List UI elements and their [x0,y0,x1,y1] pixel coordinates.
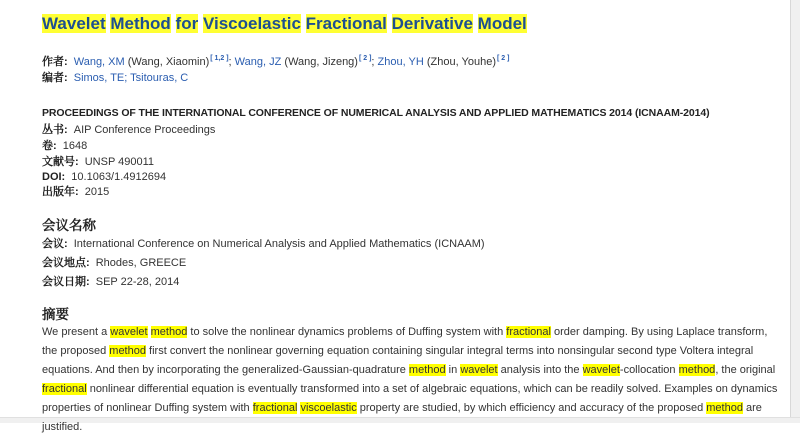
highlighted-term: Viscoelastic [202,14,301,33]
author-link[interactable]: Wang, XM [73,55,125,68]
author-fullname: (Wang, Jizeng) [281,55,358,68]
highlighted-term: for [175,14,199,33]
text-run: -collocation [619,364,679,376]
highlighted-term: method [706,402,743,414]
dates-value: SEP 22-28, 2014 [95,276,180,288]
abstract-text [42,323,782,437]
year-label: 出版年: [42,186,79,198]
text-run: first convert the nonlinear governing equation containing singular integral terms into nonsingular second type Voltera integral equations. And then by incorporating the generalized-Gaussian-quadrature [42,345,754,376]
highlighted-term: fractional [42,383,87,395]
highlighted-term: fractional [252,402,298,414]
text-run: nonlinear differential equation is eventually transformed into a set of algebraic equations, which can be readily solved. Examples on dynamics properties of nonlinear Duffing system with [42,383,778,414]
conference-row [42,237,485,251]
highlighted-term: Fractional [305,14,387,33]
location-label: 会议地点: [42,257,90,269]
text-run [387,14,392,33]
series-row [42,123,215,137]
text-run: are justified. [42,402,762,433]
author-separator: ; [371,55,378,68]
article-number-label: 文献号: [42,156,79,168]
article-number-row [42,155,154,169]
authors-list [74,56,510,68]
text-run: , the original [715,364,776,376]
proceedings-title: PROCEEDINGS OF THE INTERNATIONAL CONFERENCE OF NUMERICAL ANALYSIS AND APPLIED MATHEMATICS 2014 (ICNAAM-2014) [42,107,710,119]
year-row [42,185,109,199]
highlighted-term: wavelet [110,326,148,338]
text-run: in [445,364,461,376]
conference-heading: 会议名称 [42,218,96,233]
text-run: analysis into the [497,364,583,376]
article-number-value: UNSP 490011 [84,156,155,168]
affiliation-marker[interactable]: [ 2 ] [358,55,372,62]
highlighted-term: method [408,364,446,376]
text-run [473,14,478,33]
author-link[interactable]: Zhou, YH [377,55,424,68]
text-run: property are studied, by which efficiency and accuracy of the proposed [356,402,707,414]
affiliation-marker[interactable]: [ 1,2 ] [210,55,229,62]
conference-label: 会议: [42,238,68,250]
authors-label: 作者: [42,55,68,68]
text-run: to solve the nonlinear dynamics problems of Duffing system with [187,326,507,338]
highlighted-term: viscoelastic [300,402,357,414]
highlighted-term: method [109,345,146,357]
series-label: 丛书: [42,124,68,136]
editors-row [42,71,188,85]
doi-row [42,170,166,184]
highlighted-term: method [678,364,716,376]
highlighted-term: Derivative [391,14,473,33]
volume-row [42,139,87,153]
dates-label: 会议日期: [42,276,90,288]
scrollbar-track[interactable] [790,0,800,423]
editors-label: 编者: [42,72,68,84]
author-link[interactable]: Wang, JZ [234,55,282,68]
highlighted-term: Wavelet [42,14,106,33]
text-run [171,14,176,33]
text-run [301,14,306,33]
conference-value: International Conference on Numerical Analysis and Applied Mathematics (ICNAAM) [73,238,485,250]
author-separator: ; [228,55,235,68]
dates-row [42,275,179,289]
author-fullname: (Zhou, Youhe) [423,55,496,68]
highlighted-term: fractional [506,326,551,338]
highlighted-term: wavelet [460,364,498,376]
series-value: AIP Conference Proceedings [73,124,216,136]
volume-value: 1648 [62,140,88,152]
text-run: We present a [42,326,111,338]
doi-label: DOI: [42,171,66,183]
location-value: Rhodes, GREECE [95,257,187,269]
year-value: 2015 [84,186,110,198]
highlighted-term: wavelet [582,364,620,376]
doi-value[interactable]: 10.1063/1.4912694 [71,171,167,183]
highlighted-term: Method [110,14,171,33]
location-row [42,256,186,270]
record-title [42,14,527,34]
author-fullname: (Wang, Xiaomin) [124,55,210,68]
authors-row [42,52,509,69]
highlighted-term: method [150,326,188,338]
editors-link[interactable]: Simos, TE; Tsitouras, C [73,72,189,84]
affiliation-marker[interactable]: [ 2 ] [497,55,510,62]
highlighted-term: Model [477,14,527,33]
volume-label: 卷: [42,140,57,152]
text-run: order damping. By using Laplace transform, the proposed [42,326,768,357]
abstract-heading: 摘要 [42,307,69,322]
